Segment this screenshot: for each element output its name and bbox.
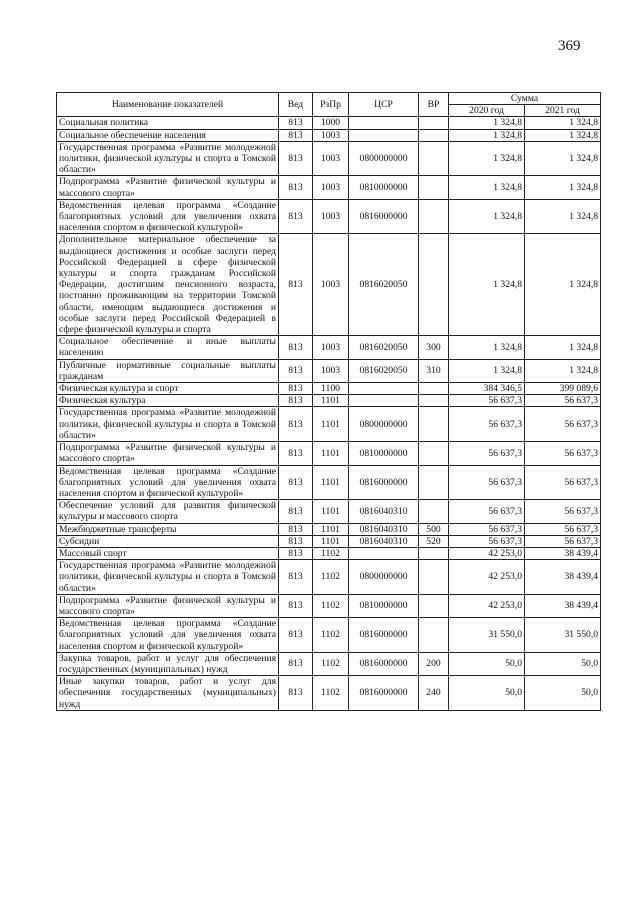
cell-y2021: 38 439,4 xyxy=(525,594,601,617)
table-row xyxy=(57,442,601,465)
cell-ved: 813 xyxy=(279,234,313,336)
table-row xyxy=(57,199,601,234)
cell-ved: 813 xyxy=(279,465,313,500)
cell-y2021: 1 324,8 xyxy=(525,199,601,234)
cell-rzpr: 1102 xyxy=(313,547,349,559)
cell-rzpr: 1101 xyxy=(313,465,349,500)
cell-csr: 0816040310 xyxy=(349,523,419,535)
cell-csr: 0810000000 xyxy=(349,442,419,465)
cell-vr: 200 xyxy=(419,652,449,675)
cell-y2021: 56 637,3 xyxy=(525,535,601,547)
cell-vr xyxy=(419,141,449,176)
cell-rzpr: 1003 xyxy=(313,176,349,199)
cell-y2020: 50,0 xyxy=(449,676,525,711)
cell-y2020: 50,0 xyxy=(449,652,525,675)
cell-name: Государственная программа «Развитие молодежной политики, физической культуры и спорта в Томской области» xyxy=(57,141,279,176)
cell-csr xyxy=(349,547,419,559)
table-row xyxy=(57,359,601,382)
cell-ved: 813 xyxy=(279,442,313,465)
cell-csr xyxy=(349,129,419,141)
cell-vr xyxy=(419,500,449,523)
cell-ved: 813 xyxy=(279,117,313,129)
cell-vr xyxy=(419,465,449,500)
cell-csr xyxy=(349,383,419,395)
cell-rzpr: 1000 xyxy=(313,117,349,129)
col-header-2021: 2021 год xyxy=(525,105,601,117)
col-header-name: Наименование показателей xyxy=(57,93,279,117)
cell-vr: 520 xyxy=(419,535,449,547)
cell-y2021: 399 089,6 xyxy=(525,383,601,395)
table-row xyxy=(57,500,601,523)
cell-csr: 0816000000 xyxy=(349,465,419,500)
cell-vr xyxy=(419,547,449,559)
table-row xyxy=(57,676,601,711)
cell-rzpr: 1101 xyxy=(313,523,349,535)
cell-name: Иные закупки товаров, работ и услуг для обеспечения государственных (муниципальных) нужд xyxy=(57,676,279,711)
cell-name: Публичные нормативные социальные выплаты гражданам xyxy=(57,359,279,382)
cell-y2020: 31 550,0 xyxy=(449,618,525,653)
cell-ved: 813 xyxy=(279,199,313,234)
table-row xyxy=(57,336,601,359)
cell-y2020: 56 637,3 xyxy=(449,523,525,535)
cell-ved: 813 xyxy=(279,560,313,595)
cell-csr: 0816040310 xyxy=(349,535,419,547)
cell-y2020: 56 637,3 xyxy=(449,407,525,442)
cell-ved: 813 xyxy=(279,359,313,382)
cell-vr xyxy=(419,117,449,129)
cell-name: Социальная политика xyxy=(57,117,279,129)
cell-y2021: 1 324,8 xyxy=(525,141,601,176)
cell-y2021: 1 324,8 xyxy=(525,234,601,336)
cell-csr: 0800000000 xyxy=(349,560,419,595)
table-row xyxy=(57,129,601,141)
cell-ved: 813 xyxy=(279,407,313,442)
cell-y2021: 38 439,4 xyxy=(525,547,601,559)
cell-csr xyxy=(349,395,419,407)
cell-y2020: 1 324,8 xyxy=(449,176,525,199)
cell-ved: 813 xyxy=(279,141,313,176)
cell-ved: 813 xyxy=(279,336,313,359)
cell-y2021: 50,0 xyxy=(525,676,601,711)
cell-name: Подпрограмма «Развитие физической культуры и массового спорта» xyxy=(57,176,279,199)
cell-y2021: 31 550,0 xyxy=(525,618,601,653)
cell-ved: 813 xyxy=(279,129,313,141)
cell-vr: 240 xyxy=(419,676,449,711)
cell-vr xyxy=(419,560,449,595)
table-row xyxy=(57,560,601,595)
cell-name: Физическая культура и спорт xyxy=(57,383,279,395)
cell-vr xyxy=(419,176,449,199)
budget-table xyxy=(56,92,601,711)
table-row xyxy=(57,535,601,547)
cell-csr: 0816020050 xyxy=(349,359,419,382)
header-row xyxy=(57,93,601,105)
cell-ved: 813 xyxy=(279,652,313,675)
cell-vr xyxy=(419,129,449,141)
col-header-2020: 2020 год xyxy=(449,105,525,117)
cell-csr xyxy=(349,117,419,129)
cell-csr: 0810000000 xyxy=(349,594,419,617)
cell-y2020: 42 253,0 xyxy=(449,594,525,617)
cell-y2020: 56 637,3 xyxy=(449,535,525,547)
cell-name: Субсидии xyxy=(57,535,279,547)
cell-y2021: 38 439,4 xyxy=(525,560,601,595)
table-row xyxy=(57,652,601,675)
cell-ved: 813 xyxy=(279,547,313,559)
col-header-sum: Сумма xyxy=(449,93,601,105)
cell-y2021: 1 324,8 xyxy=(525,359,601,382)
col-header-ved: Вед xyxy=(279,93,313,117)
table-row xyxy=(57,465,601,500)
cell-rzpr: 1101 xyxy=(313,395,349,407)
table-row xyxy=(57,407,601,442)
cell-y2021: 1 324,8 xyxy=(525,129,601,141)
cell-y2020: 56 637,3 xyxy=(449,465,525,500)
cell-vr xyxy=(419,594,449,617)
cell-y2021: 56 637,3 xyxy=(525,500,601,523)
cell-rzpr: 1102 xyxy=(313,652,349,675)
col-header-csr: ЦСР xyxy=(349,93,419,117)
cell-y2020: 56 637,3 xyxy=(449,442,525,465)
cell-name: Ведомственная целевая программа «Создание благоприятных условий для увеличения охвата населения спортом и физической культурой» xyxy=(57,465,279,500)
cell-name: Ведомственная целевая программа «Создание благоприятных условий для увеличения охвата населения спортом и физической культурой» xyxy=(57,618,279,653)
cell-vr: 310 xyxy=(419,359,449,382)
cell-y2020: 1 324,8 xyxy=(449,336,525,359)
cell-rzpr: 1102 xyxy=(313,618,349,653)
cell-vr xyxy=(419,383,449,395)
cell-rzpr: 1102 xyxy=(313,560,349,595)
cell-rzpr: 1102 xyxy=(313,594,349,617)
cell-y2021: 56 637,3 xyxy=(525,407,601,442)
table-row xyxy=(57,618,601,653)
cell-name: Социальное обеспечение и иные выплаты населению xyxy=(57,336,279,359)
cell-y2021: 1 324,8 xyxy=(525,117,601,129)
cell-vr xyxy=(419,407,449,442)
table-row xyxy=(57,176,601,199)
cell-vr xyxy=(419,199,449,234)
cell-vr xyxy=(419,395,449,407)
cell-name: Массовый спорт xyxy=(57,547,279,559)
cell-name: Ведомственная целевая программа «Создание благоприятных условий для увеличения охвата населения спортом и физической культурой» xyxy=(57,199,279,234)
cell-csr: 0800000000 xyxy=(349,407,419,442)
cell-ved: 813 xyxy=(279,676,313,711)
cell-y2020: 1 324,8 xyxy=(449,199,525,234)
cell-csr: 0816040310 xyxy=(349,500,419,523)
cell-y2020: 1 324,8 xyxy=(449,117,525,129)
cell-rzpr: 1003 xyxy=(313,359,349,382)
cell-y2020: 56 637,3 xyxy=(449,395,525,407)
cell-y2021: 56 637,3 xyxy=(525,465,601,500)
cell-name: Закупка товаров, работ и услуг для обеспечения государственных (муниципальных) нужд xyxy=(57,652,279,675)
cell-rzpr: 1101 xyxy=(313,500,349,523)
cell-ved: 813 xyxy=(279,500,313,523)
cell-y2021: 56 637,3 xyxy=(525,395,601,407)
cell-csr: 0816020050 xyxy=(349,234,419,336)
table-row xyxy=(57,117,601,129)
cell-csr: 0816000000 xyxy=(349,199,419,234)
cell-y2020: 42 253,0 xyxy=(449,547,525,559)
cell-rzpr: 1003 xyxy=(313,336,349,359)
cell-csr: 0816000000 xyxy=(349,676,419,711)
cell-y2020: 42 253,0 xyxy=(449,560,525,595)
cell-rzpr: 1003 xyxy=(313,199,349,234)
cell-name: Физическая культура xyxy=(57,395,279,407)
cell-y2021: 1 324,8 xyxy=(525,336,601,359)
cell-rzpr: 1003 xyxy=(313,129,349,141)
table-row xyxy=(57,594,601,617)
cell-name: Подпрограмма «Развитие физической культуры и массового спорта» xyxy=(57,442,279,465)
cell-ved: 813 xyxy=(279,176,313,199)
cell-y2021: 56 637,3 xyxy=(525,442,601,465)
cell-name: Дополнительное материальное обеспечение за выдающиеся достижения и особые заслуги перед Российской Федерацией в сфере физической культуры и спорта гражданам Российской Федерации, достигшим пенсионного возраста, постоянно проживающим на территории Томской области, имеющим выдающиеся достижения и особые заслуги перед Российской Федерацией в сфере физической культуры и спорта xyxy=(57,234,279,336)
cell-rzpr: 1003 xyxy=(313,141,349,176)
table-row xyxy=(57,383,601,395)
cell-y2020: 384 346,5 xyxy=(449,383,525,395)
cell-ved: 813 xyxy=(279,594,313,617)
cell-name: Государственная программа «Развитие молодежной политики, физической культуры и спорта в Томской области» xyxy=(57,407,279,442)
cell-ved: 813 xyxy=(279,383,313,395)
cell-ved: 813 xyxy=(279,618,313,653)
cell-vr: 300 xyxy=(419,336,449,359)
cell-name: Обеспечение условий для развития физической культуры и массового спорта xyxy=(57,500,279,523)
cell-csr: 0816000000 xyxy=(349,652,419,675)
cell-ved: 813 xyxy=(279,395,313,407)
cell-vr xyxy=(419,234,449,336)
cell-csr: 0800000000 xyxy=(349,141,419,176)
page-number: 369 xyxy=(558,38,581,54)
cell-name: Социальное обеспечение населения xyxy=(57,129,279,141)
cell-name: Межбюджетные трансферты xyxy=(57,523,279,535)
cell-rzpr: 1100 xyxy=(313,383,349,395)
cell-y2020: 1 324,8 xyxy=(449,129,525,141)
cell-y2020: 1 324,8 xyxy=(449,141,525,176)
cell-ved: 813 xyxy=(279,523,313,535)
cell-ved: 813 xyxy=(279,535,313,547)
cell-csr: 0810000000 xyxy=(349,176,419,199)
cell-y2020: 1 324,8 xyxy=(449,359,525,382)
table-row xyxy=(57,141,601,176)
table-row xyxy=(57,547,601,559)
cell-rzpr: 1101 xyxy=(313,535,349,547)
cell-vr: 500 xyxy=(419,523,449,535)
cell-y2020: 1 324,8 xyxy=(449,234,525,336)
cell-y2021: 50,0 xyxy=(525,652,601,675)
table-row xyxy=(57,523,601,535)
cell-y2020: 56 637,3 xyxy=(449,500,525,523)
cell-rzpr: 1003 xyxy=(313,234,349,336)
cell-name: Государственная программа «Развитие молодежной политики, физической культуры и спорта в Томской области» xyxy=(57,560,279,595)
cell-vr xyxy=(419,442,449,465)
cell-vr xyxy=(419,618,449,653)
cell-csr: 0816020050 xyxy=(349,336,419,359)
cell-rzpr: 1102 xyxy=(313,676,349,711)
cell-y2021: 1 324,8 xyxy=(525,176,601,199)
cell-csr: 0816000000 xyxy=(349,618,419,653)
cell-y2021: 56 637,3 xyxy=(525,523,601,535)
cell-rzpr: 1101 xyxy=(313,442,349,465)
cell-name: Подпрограмма «Развитие физической культуры и массового спорта» xyxy=(57,594,279,617)
table-row xyxy=(57,234,601,336)
col-header-vr: ВР xyxy=(419,93,449,117)
col-header-rzpr: РзПр xyxy=(313,93,349,117)
table-row xyxy=(57,395,601,407)
cell-rzpr: 1101 xyxy=(313,407,349,442)
